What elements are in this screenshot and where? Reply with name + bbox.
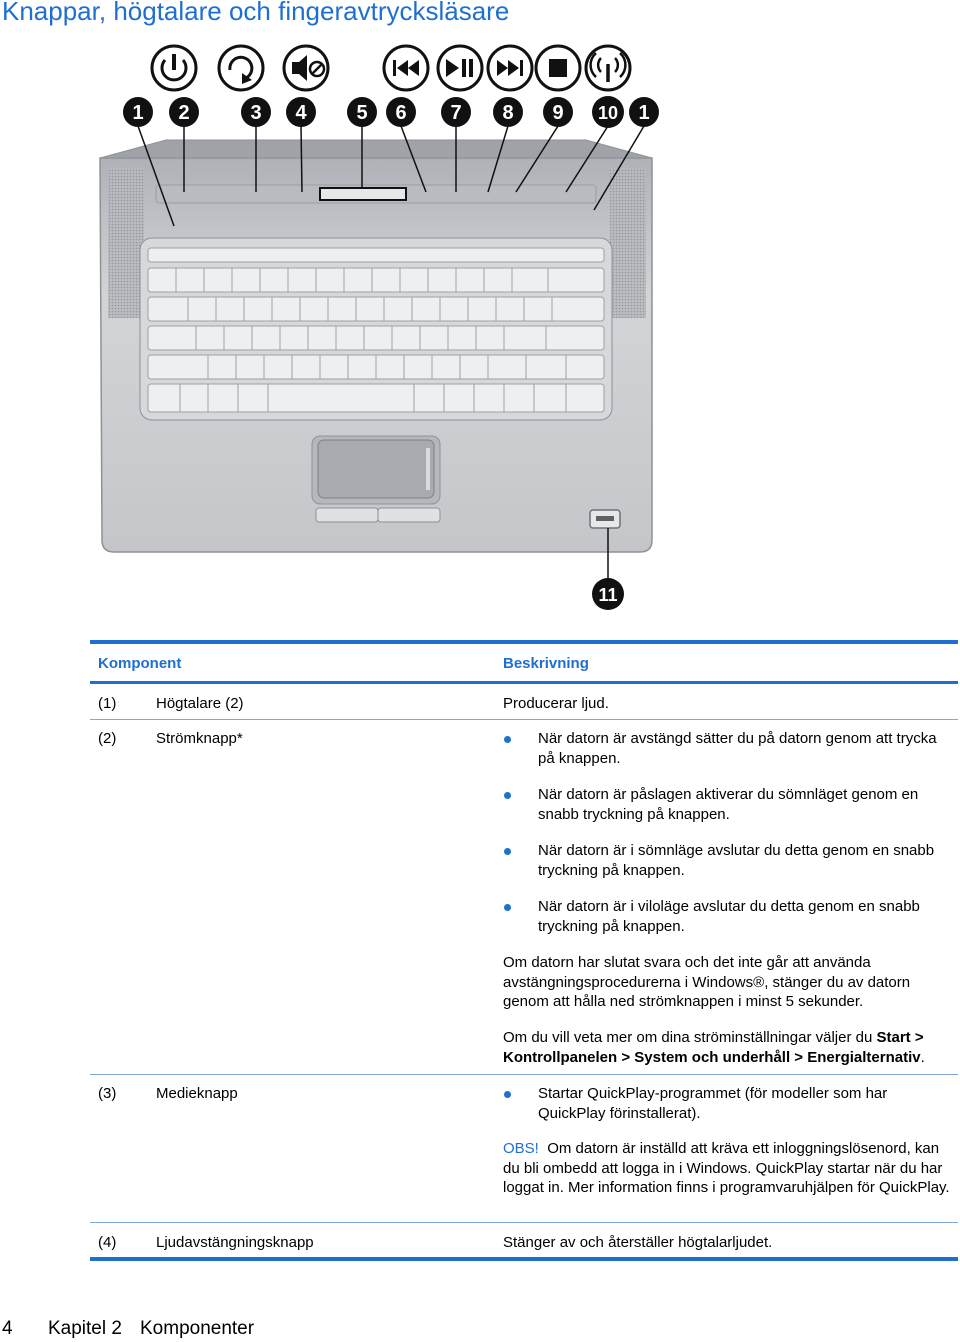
svg-text:2: 2 [178, 102, 190, 124]
table-top-rule [90, 640, 958, 644]
row-2-bullet-2: När datorn är påslagen aktiverar du sömnläget genom en snabb tryckning på knappen. [538, 786, 919, 823]
callout-2 [169, 97, 199, 127]
laptop-top-view-illustration [96, 40, 676, 612]
callout-8 [493, 97, 523, 127]
callout-11 [592, 578, 624, 610]
wireless-button-icon [586, 46, 630, 90]
path-end: . [920, 1048, 925, 1066]
footer-page-number: 4 [2, 1318, 13, 1339]
row-4-description: Stänger av och återställer högtalarljudet. [503, 1234, 773, 1251]
svg-text:7: 7 [450, 102, 462, 124]
row-2-bullet-3: När datorn är i sömnläge avslutar du detta genom en snabb tryckning på knappen. [538, 842, 935, 879]
svg-text:9: 9 [552, 102, 564, 124]
bullet-icon [504, 848, 511, 855]
power-button-icon [152, 46, 196, 90]
column-header-component: Komponent [98, 655, 182, 672]
bullet-icon [504, 792, 511, 799]
header-rule [90, 681, 958, 684]
svg-text:1: 1 [638, 102, 650, 124]
callout-10 [592, 96, 624, 128]
row-divider [90, 1074, 958, 1075]
previous-track-button-icon [384, 46, 428, 90]
svg-text:11: 11 [598, 585, 618, 605]
row-3-component: Medieknapp [156, 1085, 238, 1102]
left-speaker-grill [108, 168, 144, 318]
callout-7 [441, 97, 471, 127]
bullet-icon [504, 736, 511, 743]
touchpad-left-button [316, 508, 378, 522]
svg-text:8: 8 [502, 102, 514, 124]
svg-text:10: 10 [597, 103, 619, 123]
keyboard [148, 248, 604, 412]
row-2-bullet-4: När datorn är i viloläge avslutar du detta genom en snabb tryckning på knappen. [538, 898, 920, 935]
right-speaker-grill [610, 168, 646, 318]
row-2-paragraph: Om datorn har slutat svara och det inte går att använda avstängningsprocedurerna i Windows®, stänger du av datorn genom att hålla ned strömknappen i minst 5 sekunder. [503, 954, 911, 1010]
callout-6 [386, 97, 416, 127]
touchpad [318, 440, 434, 498]
svg-text:4: 4 [295, 102, 307, 124]
touchpad-right-button [378, 508, 440, 522]
play-pause-button-icon [438, 46, 482, 90]
row-1-number: (1) [98, 695, 117, 712]
callout-1 [123, 97, 153, 127]
bullet-icon [504, 904, 511, 911]
callout-3 [241, 97, 271, 127]
svg-text:6: 6 [395, 102, 407, 124]
row-2-component: Strömknapp* [156, 730, 243, 747]
footer-section: Komponenter [140, 1318, 255, 1339]
row-1-component: Högtalare (2) [156, 695, 244, 712]
path-intro: Om du vill veta mer om dina ströminställningar väljer du [503, 1029, 873, 1046]
row-3-number: (3) [98, 1085, 117, 1102]
note-label: OBS! [503, 1140, 539, 1157]
laptop-chassis [100, 140, 652, 552]
column-header-description: Beskrivning [503, 655, 589, 672]
media-buttons-row [152, 46, 630, 90]
next-track-button-icon [488, 46, 532, 90]
volume-scroll-zone [320, 188, 406, 200]
callout-1-right [629, 97, 659, 127]
row-2-path-note [503, 1028, 953, 1067]
row-3-bullet-1: Startar QuickPlay-programmet (för modeller som har QuickPlay förinstallerat). [538, 1085, 888, 1122]
row-2-bullet-1: När datorn är avstängd sätter du på datorn genom att trycka på knappen. [538, 730, 937, 767]
touchpad-scroll-zone [426, 448, 430, 490]
svg-text:5: 5 [356, 102, 368, 124]
page-title: Knappar, högtalare och fingeravtrycksläsare [2, 0, 510, 26]
callout-5 [347, 97, 377, 127]
row-2-number: (2) [98, 730, 117, 747]
row-1-description: Producerar ljud. [503, 695, 609, 712]
callout-9 [543, 97, 573, 127]
row-4-component: Ljudavstängningsknapp [156, 1234, 314, 1251]
footer-chapter: Kapitel 2 [48, 1318, 122, 1339]
row-divider [90, 719, 958, 720]
row-divider [90, 1222, 958, 1223]
svg-text:1: 1 [132, 102, 144, 124]
row-3-note [503, 1139, 953, 1198]
callout-4 [286, 97, 316, 127]
mute-button-icon [284, 46, 328, 90]
row-4-number: (4) [98, 1234, 117, 1251]
quickplay-button-icon [219, 46, 263, 90]
stop-button-icon [536, 46, 580, 90]
table-bottom-rule [90, 1257, 958, 1261]
path-bold: Start > Kontrollpanelen > System och underhåll > Energialternativ [503, 1029, 924, 1066]
svg-text:3: 3 [250, 102, 262, 124]
bullet-icon [504, 1091, 511, 1098]
note-text: Om datorn är inställd att kräva ett inloggningslösenord, kan du bli ombedd att logga in i Windows. QuickPlay startar när du har loggat in. Mer information finns i programvaruhjälpen för QuickPlay. [503, 1140, 950, 1196]
